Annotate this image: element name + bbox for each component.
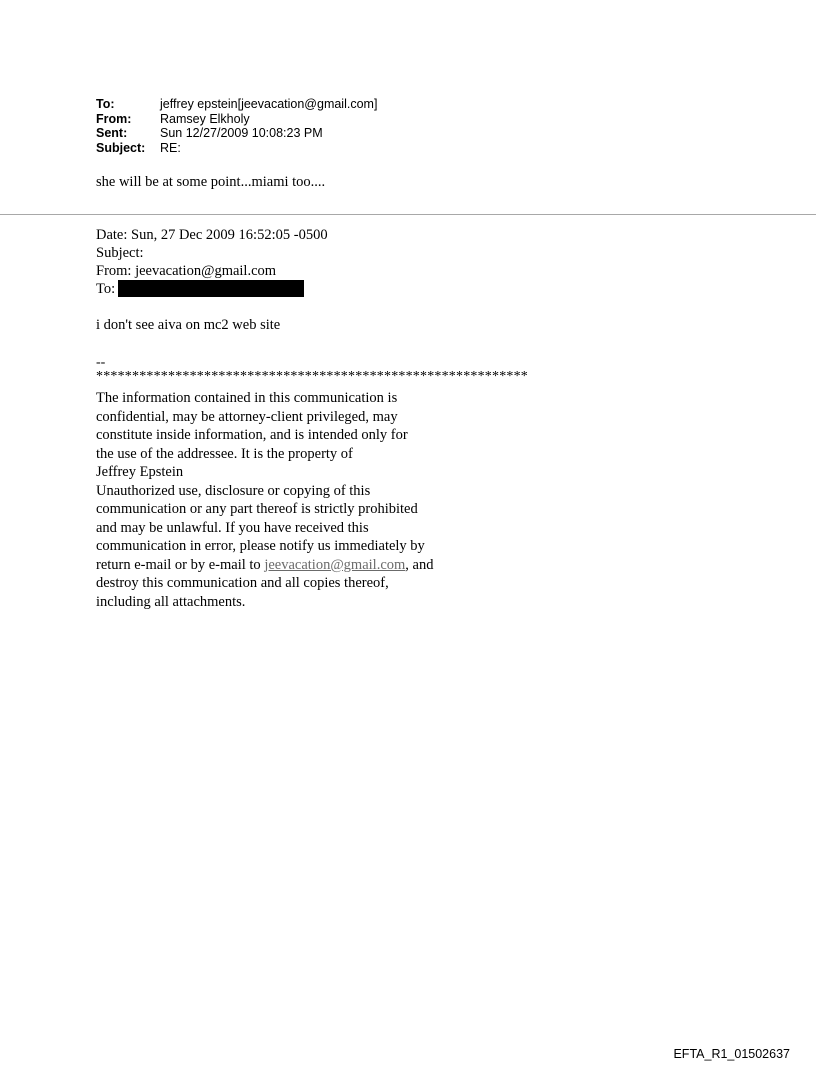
return-suffix: , and	[405, 556, 434, 573]
to-label: To:	[96, 97, 115, 111]
sent-label: Sent:	[96, 126, 128, 140]
signature-dashes: --	[96, 355, 106, 370]
to-row	[96, 97, 377, 112]
message-body: i don't see aiva on mc2 web site	[96, 317, 281, 333]
redaction-box	[118, 280, 304, 297]
quoted-header	[96, 226, 328, 298]
subject-row	[96, 141, 377, 156]
document-id: EFTA_R1_01502637	[673, 1047, 790, 1061]
disclaimer-line: Unauthorized use, disclosure or copying of this	[96, 482, 371, 499]
from-value: Ramsey Elkholy	[160, 111, 250, 126]
reply-body: she will be at some point...miami too....	[96, 174, 326, 190]
return-prefix: return e-mail or by e-mail to	[96, 556, 265, 573]
quoted-to-label: To:	[96, 281, 116, 297]
quoted-from: From: jeevacation@gmail.com	[96, 263, 277, 279]
disclaimer-line: confidential, may be attorney-client privileged, may	[96, 408, 398, 425]
email-link[interactable]: jeevacation@gmail.com	[264, 556, 406, 573]
signature-stars: ************************************************************	[96, 369, 528, 384]
disclaimer-line: communication in error, please notify us immediately by	[96, 538, 425, 554]
disclaimer	[96, 389, 433, 611]
disclaimer-return-line	[96, 556, 433, 575]
sent-value: Sun 12/27/2009 10:08:23 PM	[160, 126, 323, 140]
subject-value: RE:	[160, 140, 181, 155]
disclaimer-line: the use of the addressee. It is the property of	[96, 445, 353, 462]
disclaimer-line: and may be unlawful. If you have received this	[96, 519, 369, 536]
disclaimer-line: including all attachments.	[96, 593, 246, 610]
to-value: jeffrey epstein[jeevacation@gmail.com]	[160, 97, 378, 111]
subject-label: Subject:	[96, 140, 146, 155]
disclaimer-line: destroy this communication and all copies thereof,	[96, 575, 389, 591]
from-row	[96, 112, 377, 127]
from-label: From:	[96, 111, 132, 126]
sent-row	[96, 126, 377, 141]
disclaimer-line: Jeffrey Epstein	[96, 464, 184, 480]
quoted-date: Date: Sun, 27 Dec 2009 16:52:05 -0500	[96, 227, 328, 243]
divider	[0, 214, 816, 215]
quoted-to	[96, 280, 328, 298]
quoted-subject: Subject:	[96, 245, 144, 261]
email-header	[96, 97, 377, 155]
disclaimer-line: The information contained in this communication is	[96, 390, 398, 406]
disclaimer-line: communication or any part thereof is strictly prohibited	[96, 501, 418, 517]
disclaimer-line: constitute inside information, and is intended only for	[96, 427, 408, 443]
